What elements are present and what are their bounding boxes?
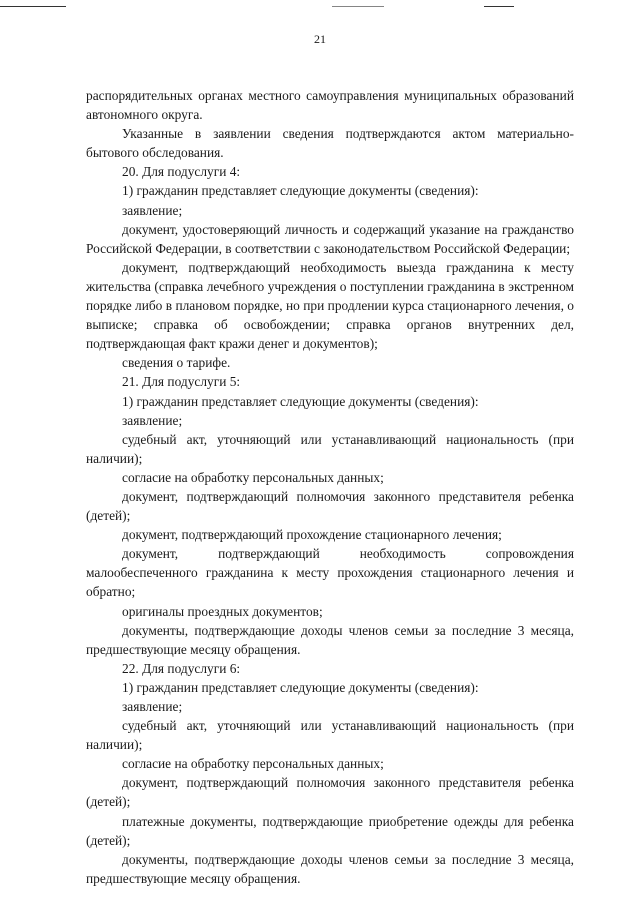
paragraph: оригиналы проездных документов;: [122, 603, 323, 619]
paragraph: распорядительных органах местного самоуправления муниципальных образований автономного округа.: [86, 88, 574, 123]
paragraph: 1) гражданин представляет следующие документы (сведения):: [122, 679, 479, 695]
paragraph: документ, подтверждающий полномочия законного представителя ребенка (детей);: [86, 488, 574, 524]
paragraph: согласие на обработку персональных данных;: [122, 469, 384, 485]
paragraph: 1) гражданин представляет следующие документы (сведения):: [122, 183, 479, 199]
paragraph: сведения о тарифе.: [122, 355, 231, 371]
paragraph: документ, подтверждающий необходимость выезда гражданина к месту жительства (справка лечебного учреждения о поступлении гражданина в экстренном порядке либо в плановом порядке, но при продлении курса стационарного лечения, о выписке; справка об освобождении; справка органов внутренних дел, подтверждающая факт кражи денег и документов);: [86, 259, 574, 352]
paragraph: 1) гражданин представляет следующие документы (сведения):: [122, 393, 479, 409]
paragraph: Указанные в заявлении сведения подтверждаются актом материально-бытового обследования.: [86, 126, 574, 161]
page-number: 21: [314, 32, 326, 46]
document-body: [86, 86, 574, 888]
scan-edge-mark-center: [332, 6, 384, 7]
paragraph: судебный акт, уточняющий или устанавливающий национальность (при наличии);: [86, 431, 574, 466]
paragraph: заявление;: [122, 699, 183, 714]
paragraph: документ, подтверждающий полномочия законного представителя ребенка (детей);: [86, 775, 574, 810]
scan-edge-mark-right: [484, 6, 514, 7]
paragraph: платежные документы, подтверждающие приобретение одежды для ребенка (детей);: [86, 813, 574, 848]
paragraph: заявление;: [122, 202, 183, 218]
paragraph: 21. Для подуслуги 5:: [122, 374, 241, 390]
paragraph: документы, подтверждающие доходы членов семьи за последние 3 месяца, предшествующие месяцу обращения.: [86, 851, 574, 886]
paragraph: 20. Для подуслуги 4:: [122, 164, 241, 180]
paragraph: 22. Для подуслуги 6:: [122, 660, 241, 676]
paragraph: согласие на обработку персональных данных;: [122, 756, 384, 772]
paragraph: документы, подтверждающие доходы членов семьи за последние 3 месяца, предшествующие месяцу обращения.: [86, 622, 574, 657]
scan-edge-mark-left: [0, 6, 66, 7]
paragraph: заявление;: [122, 412, 183, 428]
paragraph: судебный акт, уточняющий или устанавливающий национальность (при наличии);: [86, 718, 574, 753]
paragraph: документ, подтверждающий необходимость сопровождения малообеспеченного гражданина к месту прохождения стационарного лечения и обратно;: [86, 546, 574, 600]
paragraph: документ, подтверждающий прохождение стационарного лечения;: [122, 527, 502, 543]
paragraph: документ, удостоверяющий личность и содержащий указание на гражданство Российской Федерации, в соответствии с законодательством Российской Федерации;: [86, 221, 574, 256]
